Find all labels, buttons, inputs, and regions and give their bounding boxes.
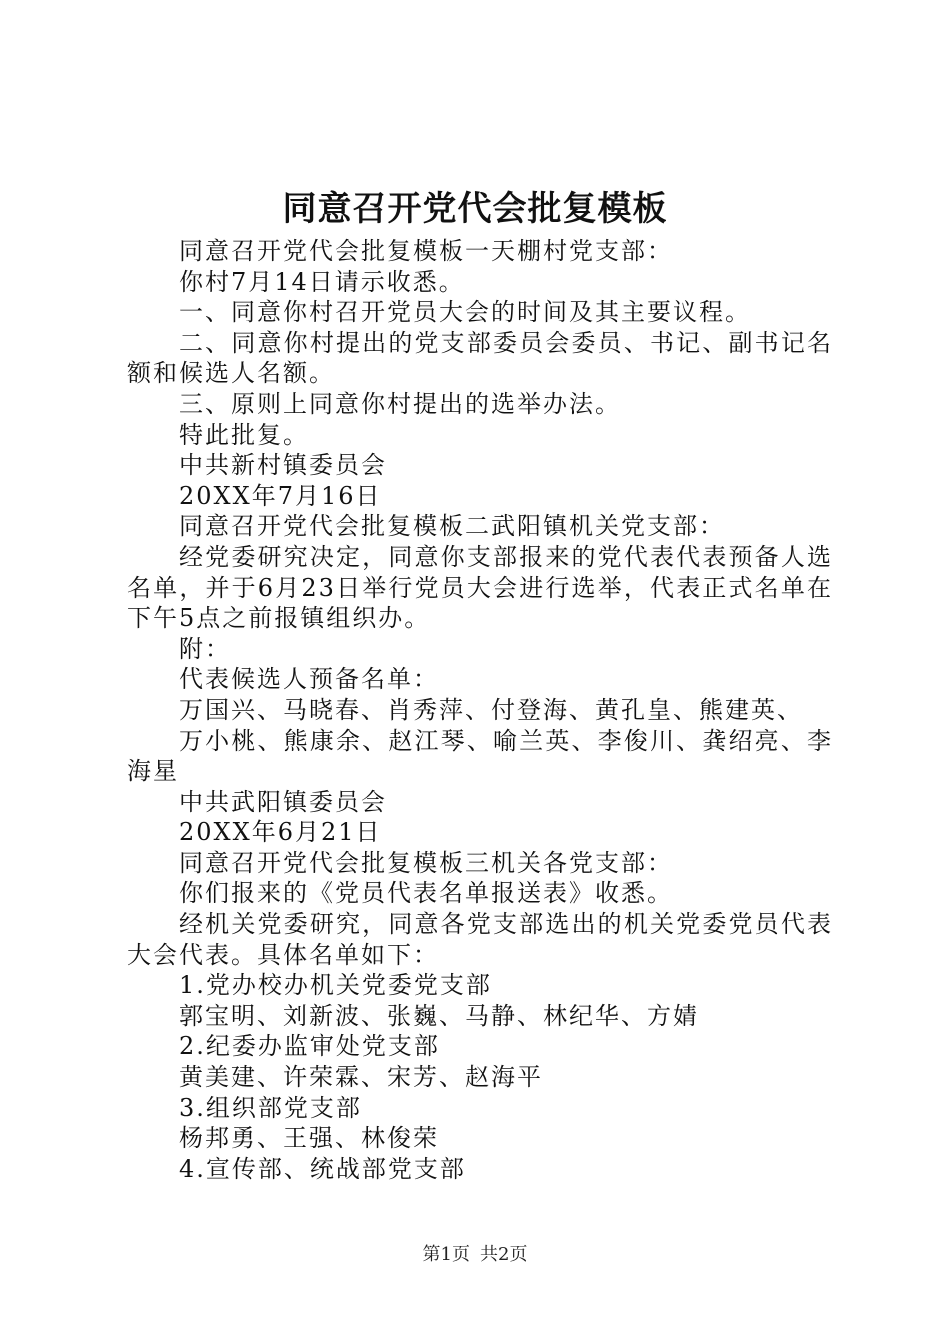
paragraph: 二、同意你村提出的党支部委员会委员、书记、副书记名额和候选人名额。: [127, 328, 833, 388]
paragraph: 黄美建、许荣霖、宋芳、赵海平: [179, 1063, 543, 1092]
paragraph: 万小桃、熊康余、赵江琴、喻兰英、李俊川、龚绍亮、李海星: [127, 726, 833, 786]
paragraph: 同意召开党代会批复模板一天棚村党支部：: [179, 237, 673, 265]
paragraph: 1.党办校办机关党委党支部: [179, 971, 492, 1000]
page-footer: [0, 1243, 950, 1267]
paragraph: 特此批复。: [179, 420, 309, 449]
paragraph: 你村7月14日请示收悉。: [179, 267, 465, 296]
document-body: [127, 236, 833, 1184]
paragraph: 经党委研究决定，同意你支部报来的党代表代表预备人选名单，并于6月23日举行党员大会进行选举，代表正式名单在下午5点之前报镇组织办。: [127, 542, 833, 633]
paragraph: 中共武阳镇委员会: [179, 787, 387, 816]
paragraph: 代表候选人预备名单：: [179, 665, 439, 694]
paragraph: 杨邦勇、王强、林俊荣: [179, 1124, 439, 1153]
paragraph: 20XX年7月16日: [179, 481, 382, 510]
paragraph: 4.宣传部、统战部党支部: [179, 1154, 466, 1183]
paragraph: 同意召开党代会批复模板三机关各党支部：: [179, 848, 673, 877]
paragraph: 经机关党委研究，同意各党支部选出的机关党委党员代表大会代表。具体名单如下：: [127, 910, 833, 969]
paragraph: 你们报来的《党员代表名单报送表》收悉。: [179, 879, 673, 908]
paragraph: 中共新村镇委员会: [179, 451, 387, 480]
paragraph: 附：: [179, 634, 231, 663]
paragraph: 万国兴、马晓春、肖秀萍、付登海、黄孔皇、熊建英、: [179, 695, 803, 724]
paragraph: 同意召开党代会批复模板二武阳镇机关党支部：: [179, 512, 725, 541]
document-title: 同意召开党代会批复模板: [282, 189, 668, 229]
page-total: 共2页: [480, 1244, 528, 1265]
paragraph: 20XX年6月21日: [179, 818, 382, 847]
paragraph: 2.纪委办监审处党支部: [179, 1032, 440, 1061]
page-number: 第1页: [422, 1244, 470, 1265]
paragraph: 三、原则上同意你村提出的选举办法。: [179, 389, 621, 418]
paragraph: 一、同意你村召开党员大会的时间及其主要议程。: [179, 298, 751, 327]
paragraph: 郭宝明、刘新波、张巍、马静、林纪华、方婧: [179, 1001, 699, 1030]
paragraph: 3.组织部党支部: [179, 1093, 362, 1122]
